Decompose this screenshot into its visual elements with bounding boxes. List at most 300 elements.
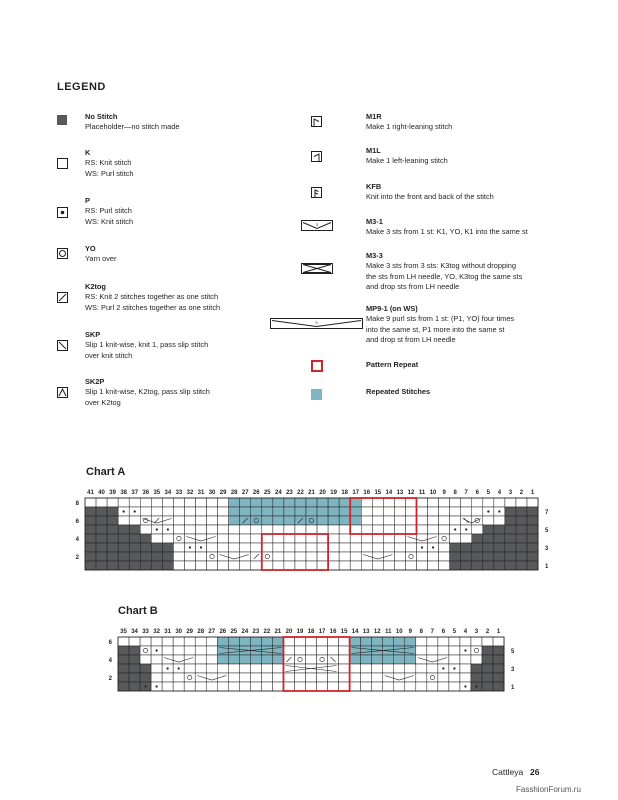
chart-cell: [493, 637, 504, 646]
legend-name: Pattern Repeat: [366, 360, 419, 369]
chart-cell: [217, 637, 228, 646]
chart-cell: [162, 637, 173, 646]
chart-cell: [328, 646, 339, 655]
chart-cell: [129, 664, 140, 673]
chart-cell: [261, 655, 272, 664]
row-number-right: 3: [545, 545, 549, 552]
row-number-right: 1: [511, 684, 515, 691]
column-number: 34: [164, 490, 172, 496]
column-number: 15: [374, 490, 382, 496]
chart-cell: [405, 637, 416, 646]
chart-cell: [405, 655, 416, 664]
chart-cell: [438, 637, 449, 646]
purl-mark: [178, 667, 180, 669]
chart-cell: [140, 673, 151, 682]
legend-desc: Yarn over: [85, 254, 117, 263]
chart-cell: [217, 682, 228, 691]
column-number: 2: [519, 490, 524, 496]
legend-name: P: [85, 196, 90, 205]
chart-cell: [228, 646, 239, 655]
chart-cell: [383, 682, 394, 691]
chart-cell: [129, 646, 140, 655]
purl-mark: [144, 685, 146, 687]
chart-cell: [184, 664, 195, 673]
row-number-left: 2: [75, 554, 79, 561]
purl-mark: [156, 685, 158, 687]
purl-mark: [156, 649, 158, 651]
legend-desc: RS: Knit 2 stitches together as one stitch WS: Purl 2 stitches together as one stitch: [85, 292, 221, 312]
column-number: 14: [351, 629, 359, 635]
chart-cell: [283, 664, 294, 673]
chart-cell: [173, 682, 184, 691]
chart-cell: [317, 637, 328, 646]
legend-desc: Knit into the front and back of the stitch: [366, 192, 494, 201]
chart-cell: [306, 682, 317, 691]
column-number: 27: [208, 629, 216, 635]
legend-desc: Slip 1 knit-wise, K2tog, pass slip stitch over K2tog: [85, 387, 210, 407]
legend-name: M3-3: [366, 251, 383, 260]
chart-cell: [162, 646, 173, 655]
chart-cell: [339, 664, 350, 673]
column-number: 10: [395, 629, 403, 635]
chart-cell: [460, 673, 471, 682]
chart-cell: [228, 655, 239, 664]
chart-cell: [394, 637, 405, 646]
chart-cell: [460, 637, 471, 646]
chart-cell: [184, 682, 195, 691]
row-number-right: 5: [511, 648, 515, 655]
chart-cell: [339, 646, 350, 655]
column-number: 4: [497, 490, 502, 496]
legend-name: M1R: [366, 112, 382, 121]
column-number: 20: [319, 490, 326, 496]
column-number: 4: [463, 629, 468, 635]
chart-cell: [394, 664, 405, 673]
chart-cell: [118, 682, 129, 691]
column-number: 28: [230, 490, 238, 496]
chart-cell: [405, 664, 416, 673]
legend-name: SK2P: [85, 377, 105, 386]
column-number: 12: [407, 490, 415, 496]
chart-cell: [350, 673, 361, 682]
column-number: 29: [219, 490, 227, 496]
chart-cell: [184, 646, 195, 655]
chart-cell: [339, 673, 350, 682]
legend-desc: RS: Knit stitch WS: Purl stitch: [85, 158, 134, 178]
chart-cell: [416, 646, 427, 655]
chart-cell: [405, 646, 416, 655]
column-number: 1: [530, 490, 535, 496]
column-number: 11: [418, 490, 426, 496]
column-number: 32: [153, 629, 160, 635]
chart-cell: [151, 637, 162, 646]
chart-cell: [129, 682, 140, 691]
purl-mark: [464, 685, 466, 687]
legend-name: K: [85, 148, 91, 157]
chart-cell: [228, 673, 239, 682]
chart-cell: [206, 646, 217, 655]
column-number: 9: [408, 629, 412, 635]
chart-a-title: Chart A: [86, 466, 126, 478]
chart-cell: [372, 637, 383, 646]
chart-cell: [239, 673, 250, 682]
chart-cell: [383, 664, 394, 673]
column-number: 23: [286, 490, 293, 496]
chart-cell: [427, 664, 438, 673]
chart-cell: [306, 646, 317, 655]
chart-cell: [294, 664, 305, 673]
chart-cell: [350, 655, 361, 664]
chart-cell: [272, 646, 283, 655]
chart-cell: [427, 682, 438, 691]
row-number-left: 4: [75, 536, 79, 543]
row-number-left: 8: [75, 500, 79, 507]
column-number: 3: [474, 629, 479, 635]
column-number: 13: [396, 490, 404, 496]
chart-cell: [416, 682, 427, 691]
column-number: 37: [131, 490, 139, 496]
chart-cell: [140, 637, 151, 646]
chart-cell: [129, 637, 140, 646]
column-number: 8: [453, 490, 457, 496]
chart-cell: [438, 646, 449, 655]
chart-cell: [173, 655, 184, 664]
chart-cell: [405, 682, 416, 691]
chart-cell: [394, 682, 405, 691]
chart-cell: [427, 646, 438, 655]
legend-name: K2tog: [85, 282, 106, 291]
chart-cell: [460, 655, 471, 664]
purl-mark: [442, 667, 444, 669]
column-number: 38: [120, 490, 128, 496]
chart-cell: [449, 673, 460, 682]
chart-cell: [228, 682, 239, 691]
column-number: 35: [153, 490, 161, 496]
chart-cell: [272, 655, 283, 664]
row-number-right: 1: [545, 563, 549, 570]
legend-desc: Make 1 left-leaning stitch: [366, 156, 448, 165]
column-number: 27: [241, 490, 249, 496]
chart-cell: [140, 655, 151, 664]
column-number: 40: [98, 490, 105, 496]
column-number: 16: [329, 629, 337, 635]
legend-desc: Make 9 purl sts from 1 st: (P1, YO) four times into the same st, P1 more into the same st and drop st from LH needle: [366, 314, 515, 344]
chart-cell: [217, 655, 228, 664]
chart-cell: [162, 673, 173, 682]
column-number: 34: [131, 629, 138, 635]
chart-cell: [471, 655, 482, 664]
chart-cell: [206, 673, 217, 682]
chart-cell: [449, 646, 460, 655]
legend-name: YO: [85, 244, 96, 253]
chart-cell: [118, 637, 129, 646]
chart-cell: [394, 673, 405, 682]
legend-desc: RS: Purl stitch WS: Knit stitch: [85, 206, 134, 226]
chart-cell: [261, 664, 272, 673]
chart-cell: [427, 637, 438, 646]
column-number: 29: [186, 629, 194, 635]
chart-cell: [283, 646, 294, 655]
chart-cell: [261, 646, 272, 655]
purl-mark: [453, 667, 455, 669]
chart-cell: [162, 682, 173, 691]
row-number-right: 7: [545, 509, 549, 516]
column-number: 7: [464, 490, 468, 496]
chart-cell: [438, 673, 449, 682]
legend-desc: Placeholder—no stitch made: [85, 122, 180, 131]
column-number: 13: [362, 629, 370, 635]
chart-cell: [317, 655, 328, 664]
chart-cell: [350, 682, 361, 691]
column-number: 30: [208, 490, 216, 496]
column-number: 12: [373, 629, 381, 635]
chart-cell: [173, 637, 184, 646]
chart-cell: [372, 655, 383, 664]
chart-cell: [294, 682, 305, 691]
column-number: 17: [352, 490, 360, 496]
chart-cell: [195, 664, 206, 673]
chart-cell: [261, 673, 272, 682]
chart-cell: [118, 655, 129, 664]
chart-cell: [317, 664, 328, 673]
column-number: 15: [340, 629, 348, 635]
chart-cell: [361, 637, 372, 646]
chart-cell: [118, 646, 129, 655]
footer-title: Cattleya: [492, 767, 524, 777]
chart-cell: [482, 637, 493, 646]
chart-cell: [195, 646, 206, 655]
column-number: 6: [475, 490, 479, 496]
column-number: 8: [419, 629, 423, 635]
row-number-left: 6: [75, 518, 79, 525]
column-number: 31: [197, 490, 205, 496]
chart-cell: [272, 664, 283, 673]
column-number: 26: [252, 490, 260, 496]
chart-cell: [427, 655, 438, 664]
row-number-left: 6: [108, 639, 112, 646]
chart-cell: [317, 673, 328, 682]
chart-cell: [294, 655, 305, 664]
chart-cell: [471, 664, 482, 673]
chart-cell: [482, 655, 493, 664]
chart-cell: [383, 655, 394, 664]
legend-name: KFB: [366, 182, 382, 191]
chart-cell: [184, 673, 195, 682]
chart-cell: [350, 646, 361, 655]
column-number: 35: [120, 629, 127, 635]
chart-cell: [184, 637, 195, 646]
chart-cell: [361, 655, 372, 664]
svg-text:9: 9: [315, 320, 318, 325]
chart-cell: [306, 637, 317, 646]
svg-text:3: 3: [315, 222, 319, 227]
chart-cell: [217, 664, 228, 673]
chart-cell: [482, 664, 493, 673]
chart-cell: [394, 655, 405, 664]
column-number: 21: [274, 629, 282, 635]
column-number: 20: [285, 629, 293, 635]
column-number: 25: [230, 629, 238, 635]
chart-cell: [239, 682, 250, 691]
chart-cell: [383, 637, 394, 646]
chart-cell: [118, 664, 129, 673]
chart-cell: [328, 682, 339, 691]
column-number: 24: [275, 490, 282, 496]
column-number: 25: [263, 490, 271, 496]
chart-cell: [449, 637, 460, 646]
column-number: 21: [308, 490, 315, 496]
column-number: 11: [385, 629, 392, 635]
legend-name: M1L: [366, 146, 381, 155]
column-number: 18: [307, 629, 315, 635]
column-number: 22: [297, 490, 304, 496]
chart-cell: [493, 682, 504, 691]
chart-cell: [250, 673, 261, 682]
chart-cell: [427, 673, 438, 682]
legend-desc: Make 3 sts from 1 st: K1, YO, K1 into the same st: [366, 227, 528, 236]
chart-cell: [283, 673, 294, 682]
purl-mark: [167, 667, 169, 669]
column-number: 3: [508, 490, 513, 496]
chart-cell: [339, 682, 350, 691]
chart-cell: [239, 655, 250, 664]
watermark: FasshionForum.ru: [516, 785, 581, 794]
chart-cell: [493, 655, 504, 664]
chart-cell: [394, 646, 405, 655]
column-number: 30: [175, 629, 183, 635]
chart-cell: [272, 673, 283, 682]
legend-name: Repeated Stitches: [366, 387, 431, 396]
chart-cell: [482, 682, 493, 691]
row-number-left: 4: [108, 657, 112, 664]
chart-cell: [173, 673, 184, 682]
column-number: 33: [142, 629, 149, 635]
chart-cell: [140, 664, 151, 673]
chart-cell: [372, 673, 383, 682]
legend-desc: Make 1 right-leaning stitch: [366, 122, 453, 131]
column-number: 19: [330, 490, 337, 496]
column-number: 23: [252, 629, 260, 635]
row-number-right: 5: [545, 527, 549, 534]
column-number: 18: [341, 490, 349, 496]
column-number: 14: [385, 490, 393, 496]
chart-cell: [482, 673, 493, 682]
column-number: 10: [429, 490, 437, 496]
chart-cell: [261, 637, 272, 646]
chart-cell: [306, 655, 317, 664]
legend-name: No Stitch: [85, 112, 118, 121]
chart-cell: [140, 646, 151, 655]
chart-cell: [228, 637, 239, 646]
chart-cell: [361, 664, 372, 673]
legend-title: LEGEND: [57, 81, 106, 93]
column-number: 22: [263, 629, 271, 635]
chart-cell: [294, 673, 305, 682]
column-number: 19: [296, 629, 304, 635]
chart-cell: [151, 664, 162, 673]
chart-cell: [195, 682, 206, 691]
chart-cell: [118, 673, 129, 682]
chart-cell: [449, 655, 460, 664]
chart-cell: [449, 682, 460, 691]
chart-cell: [350, 637, 361, 646]
chart-cell: [460, 664, 471, 673]
chart-cell: [206, 637, 217, 646]
chart-cell: [493, 646, 504, 655]
chart-cell: [272, 682, 283, 691]
column-number: 1: [496, 629, 501, 635]
chart-cell: [350, 664, 361, 673]
chart-cell: [471, 646, 482, 655]
column-number: 6: [441, 629, 446, 635]
legend-desc: Make 3 sts from 3 sts: K3tog without dropping the sts from LH needle, YO, K3tog the same sts and drop sts from LH needle: [366, 261, 523, 291]
column-number: 31: [164, 629, 171, 635]
column-number: 9: [442, 490, 446, 496]
chart-cell: [129, 655, 140, 664]
chart-cell: [239, 664, 250, 673]
chart-cell: [173, 646, 184, 655]
chart-cell: [294, 637, 305, 646]
chart-cell: [339, 637, 350, 646]
chart-cell: [250, 664, 261, 673]
row-number-right: 3: [511, 666, 515, 673]
chart-cell: [129, 673, 140, 682]
chart-cell: [283, 682, 294, 691]
chart-cell: [294, 646, 305, 655]
purl-mark: [475, 685, 477, 687]
column-number: 41: [87, 490, 94, 496]
column-number: 28: [197, 629, 205, 635]
legend-name: M3-1: [366, 217, 383, 226]
chart-cell: [250, 682, 261, 691]
column-number: 5: [452, 629, 457, 635]
chart-cell: [228, 664, 239, 673]
column-number: 36: [142, 490, 150, 496]
chart-cell: [206, 664, 217, 673]
column-number: 17: [318, 629, 326, 635]
page-number: 26: [530, 767, 540, 777]
column-number: 33: [175, 490, 183, 496]
chart-cell: [471, 637, 482, 646]
column-number: 2: [485, 629, 490, 635]
column-number: 7: [430, 629, 435, 635]
chart-cell: [250, 637, 261, 646]
chart-cell: [206, 682, 217, 691]
legend-desc: Slip 1 knit-wise, knit 1, pass slip stitch over knit stitch: [85, 340, 209, 360]
chart-cell: [250, 655, 261, 664]
purl-mark: [464, 649, 466, 651]
chart-cell: [482, 646, 493, 655]
chart-cell: [195, 637, 206, 646]
column-number: 24: [241, 629, 249, 635]
chart-cell: [361, 682, 372, 691]
legend-name: MP9-1 (on WS): [366, 304, 418, 313]
chart-cell: [217, 646, 228, 655]
chart-cell: [471, 673, 482, 682]
chart-cell: [438, 682, 449, 691]
chart-cell: [361, 646, 372, 655]
chart-cell: [283, 637, 294, 646]
chart-cell: [151, 655, 162, 664]
column-number: 39: [109, 490, 116, 496]
row-number-left: 2: [108, 675, 112, 682]
chart-cell: [493, 673, 504, 682]
chart-cell: [372, 682, 383, 691]
chart-cell: [416, 637, 427, 646]
chart-cell: [339, 655, 350, 664]
chart-b-title: Chart B: [118, 605, 158, 617]
chart-cell: [317, 682, 328, 691]
